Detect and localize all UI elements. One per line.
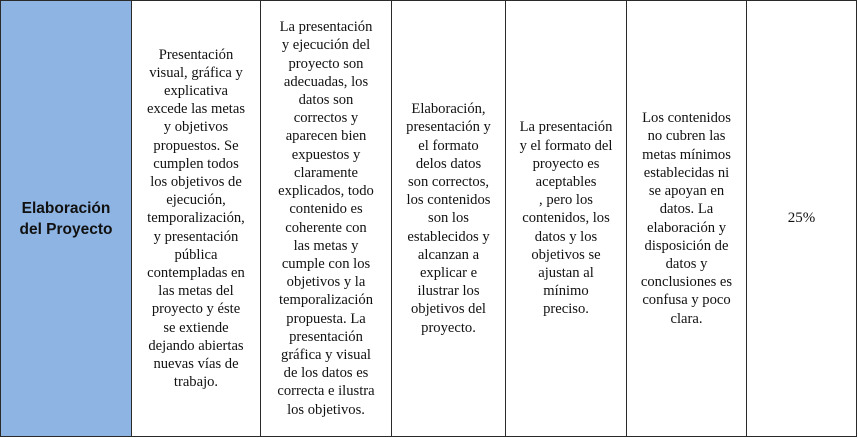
level-2-line: gráfica y visual	[281, 346, 371, 363]
level-4-line: contenidos, los	[522, 210, 610, 227]
level-2-line: las metas y	[293, 237, 359, 254]
level-2-line: correcta e ilustra	[277, 383, 375, 400]
level-3-line: proyecto.	[421, 319, 476, 336]
level-1-line: temporalización,	[147, 210, 245, 227]
level-1-line: dejando abiertas	[148, 337, 244, 354]
level-1-line: proyecto y éste	[151, 301, 241, 318]
level-2-line: contenido es	[289, 201, 363, 218]
level-2-line: coherente con	[285, 219, 367, 236]
level-2-line: presentación	[289, 328, 363, 345]
level-2-line: de los datos es	[283, 365, 369, 382]
criterion-line: Elaboración	[21, 199, 111, 217]
level-3-line: son los	[428, 210, 469, 227]
level-5-line: elaboración y	[646, 219, 726, 236]
level-3-line: los contenidos	[406, 192, 491, 209]
level-4-line: y el formato del	[519, 137, 613, 154]
level-4-line: proyecto es	[532, 155, 600, 172]
level-3-line: alcanzan a	[417, 246, 480, 263]
level-3-line: Elaboración,	[411, 101, 486, 118]
level-2-line: adecuadas, los	[283, 73, 369, 90]
level-1-line: nuevas vías de	[153, 356, 239, 373]
level-1-line: propuestos. Se	[153, 137, 239, 154]
level-5-line: Los contenidos	[642, 110, 731, 127]
weight-cell	[747, 1, 857, 437]
level-4-line: , pero los	[539, 192, 593, 209]
level-1-line: trabajo.	[173, 374, 219, 391]
level-1-line: se extiende	[163, 319, 229, 336]
criterion-cell	[1, 1, 132, 437]
level-3-line: objetivos del	[411, 301, 486, 318]
level-5-line: clara.	[670, 310, 703, 327]
level-1-line: los objetivos de	[150, 173, 242, 190]
level-4-line: aceptables	[535, 173, 597, 190]
level-5-line: datos. La	[659, 201, 714, 218]
level-2-line: correctos y	[293, 110, 359, 127]
level-1-line: contempladas en	[147, 265, 245, 281]
level-2-line: La presentación	[279, 19, 373, 36]
level-2-line: temporalización	[278, 292, 373, 309]
level-4-line: ajustan al	[538, 265, 594, 281]
level-3-line: son correctos,	[407, 173, 490, 190]
level-3-line: explicar e	[419, 265, 478, 281]
level-5-line: disposición de	[644, 237, 729, 254]
level-1-line: excede las metas	[146, 101, 246, 118]
level-4-line: La presentación	[519, 119, 613, 136]
level-2-line: los objetivos.	[287, 401, 365, 418]
level-5-line: conclusiones es	[640, 274, 733, 291]
weight-value: 25%	[787, 210, 816, 227]
level-1-line: ejecución,	[166, 192, 226, 209]
level-5-line: confusa y poco	[642, 292, 731, 309]
level-4-line: datos y los	[534, 228, 598, 245]
level-4-line: mínimo	[543, 283, 589, 300]
level-2-line: datos son	[298, 92, 354, 109]
level-1-line: explicativa	[163, 82, 229, 99]
level-cell-4	[506, 1, 627, 437]
rubric-row-elaboracion	[1, 1, 857, 437]
level-5-line: metas mínimos	[642, 146, 731, 163]
level-2-line: y ejecución del	[281, 37, 371, 54]
level-cell-2	[261, 1, 392, 437]
level-cell-1	[132, 1, 261, 437]
level-3-line: establecidos y	[407, 228, 490, 245]
level-cell-3	[392, 1, 506, 437]
level-1-line: y objetivos	[163, 119, 229, 136]
criterion-line: del Proyecto	[19, 220, 113, 238]
level-2-line: explicados, todo	[278, 183, 374, 200]
level-5-line: datos y	[665, 255, 708, 272]
level-2-line: cumple con los	[281, 255, 371, 272]
level-1-line: pública	[174, 246, 218, 263]
level-2-line: claramente	[293, 164, 358, 181]
level-1-line: cumplen todos	[153, 155, 239, 172]
level-3-line: presentación y	[406, 119, 491, 136]
level-2-line: expuestos y	[291, 146, 361, 163]
level-4-line: preciso.	[543, 301, 589, 318]
level-1-line: visual, gráfica y	[149, 64, 243, 81]
level-2-line: objetivos y la	[286, 274, 366, 291]
level-2-line: aparecen bien	[285, 128, 367, 145]
level-cell-5	[627, 1, 747, 437]
level-5-line: no cubren las	[647, 128, 726, 145]
level-1-line: y presentación	[153, 228, 239, 245]
level-1-line: Presentación	[158, 46, 234, 63]
level-3-line: ilustrar los	[417, 283, 480, 300]
level-5-line: se apoyan en	[648, 183, 725, 200]
level-1-line: las metas del	[158, 283, 234, 300]
level-3-line: el formato	[418, 137, 479, 154]
level-2-line: propuesta. La	[286, 310, 366, 327]
level-4-line: objetivos se	[531, 246, 601, 263]
level-3-line: delos datos	[415, 155, 482, 172]
level-2-line: proyecto son	[288, 55, 364, 72]
level-5-line: establecidas ni	[643, 164, 730, 181]
